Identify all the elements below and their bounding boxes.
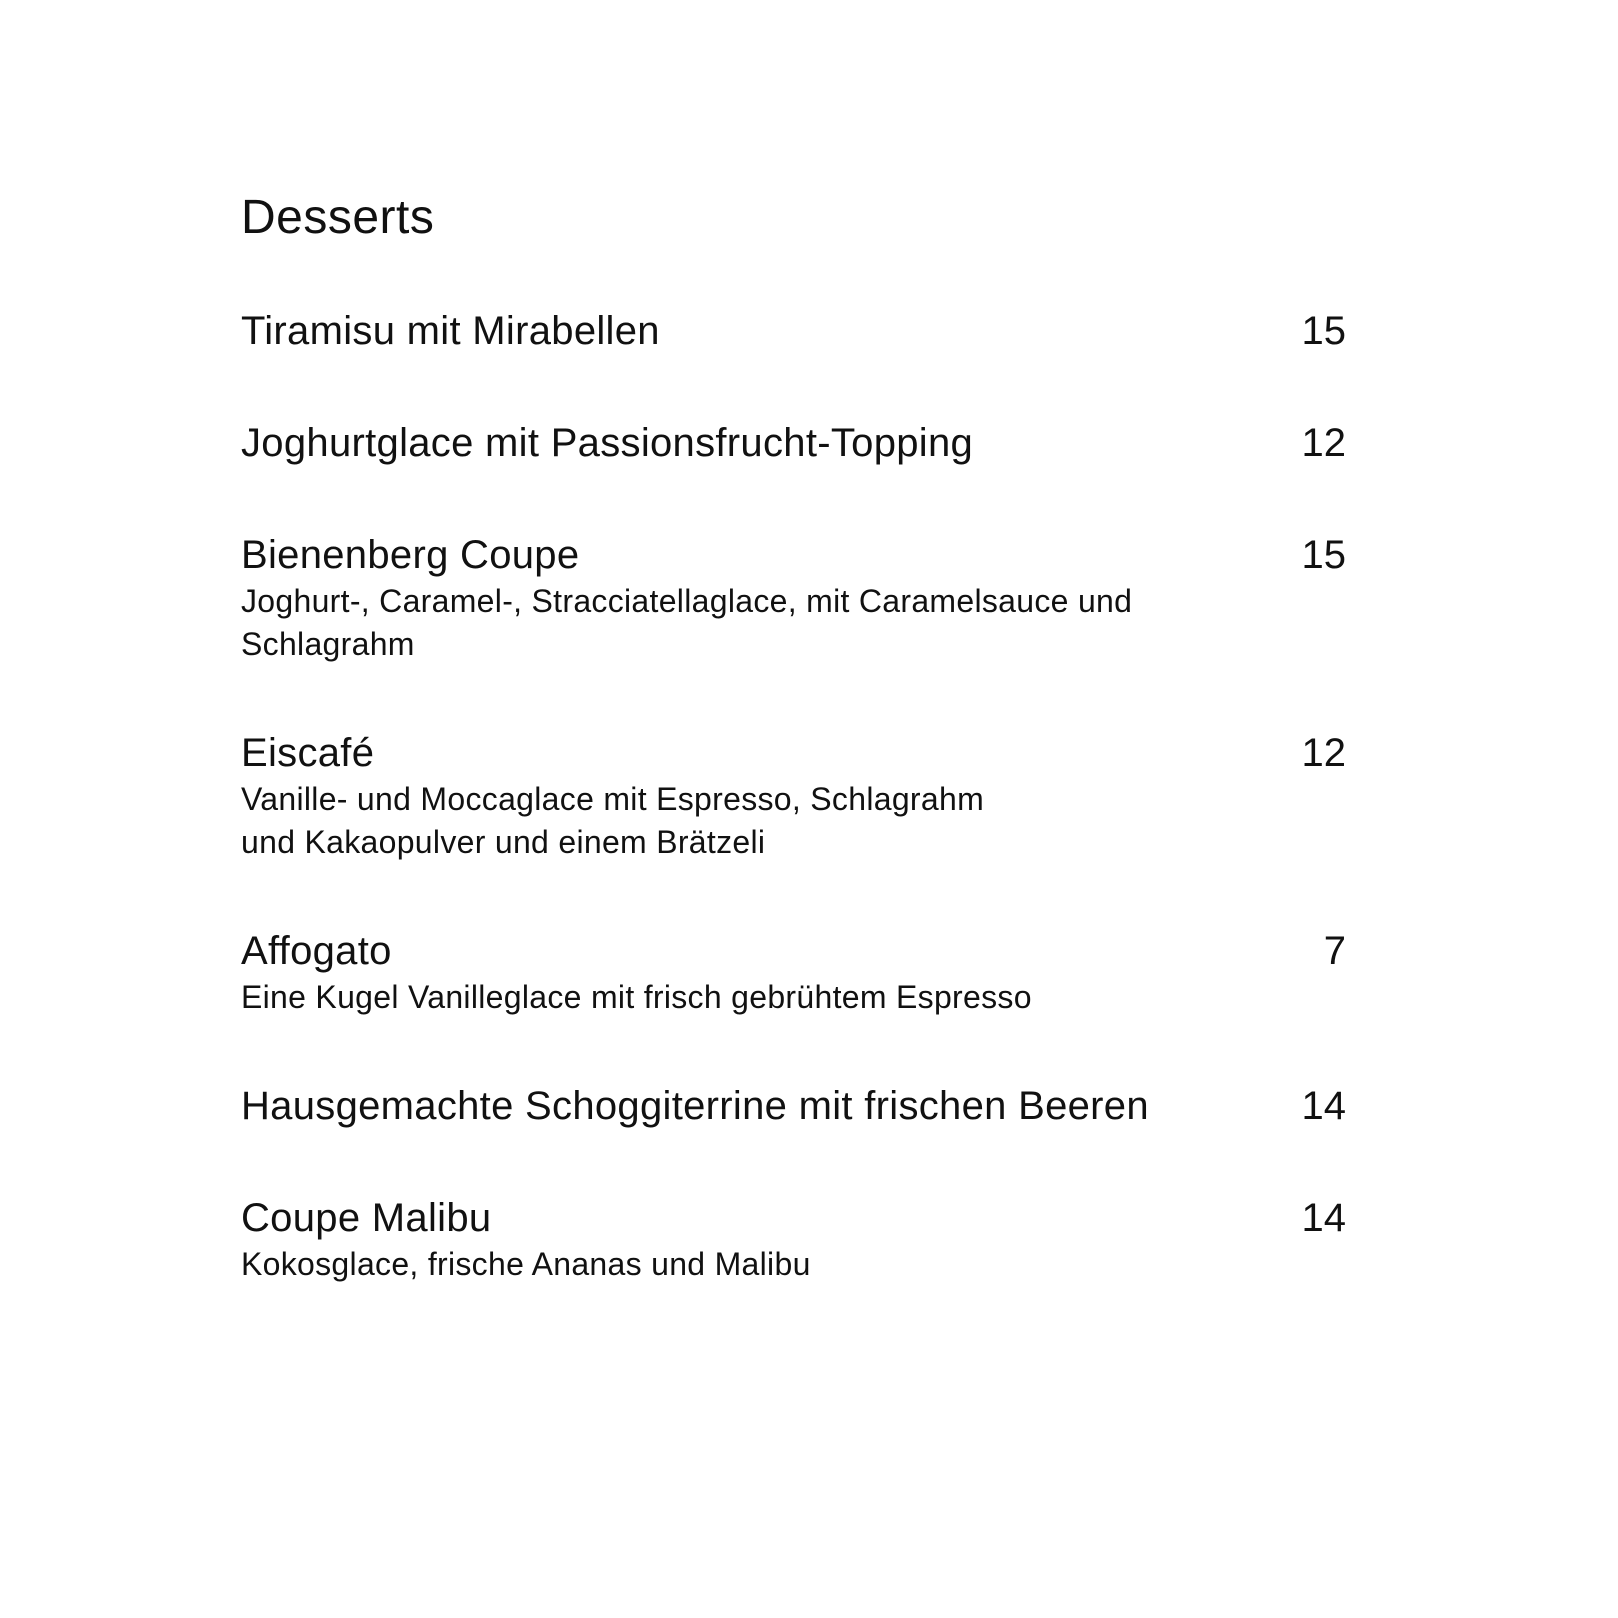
menu-item-header xyxy=(241,1193,1346,1243)
menu-item-name: Hausgemachte Schoggiterrine mit frischen Beeren xyxy=(241,1084,1149,1128)
menu-item-description: Joghurt-, Caramel-, Stracciatellaglace, mit Caramelsauce und Schlagrahm xyxy=(241,583,1133,662)
menu-item-price: 14 xyxy=(1301,1196,1346,1240)
menu-item-name: Coupe Malibu xyxy=(241,1196,492,1240)
menu-item-affogato xyxy=(241,926,1346,1019)
menu-item-price: 15 xyxy=(1301,533,1346,577)
menu-item-price: 12 xyxy=(1301,421,1346,465)
menu-item-joghurtglace xyxy=(241,418,1346,468)
menu-item-eiscafe xyxy=(241,728,1346,864)
menu-item-description: Eine Kugel Vanilleglace mit frisch gebrühtem Espresso xyxy=(241,979,1032,1015)
menu-item-bienenberg-coupe xyxy=(241,530,1346,666)
menu-item-name: Tiramisu mit Mirabellen xyxy=(241,309,660,353)
menu-item-coupe-malibu xyxy=(241,1193,1346,1286)
menu-item-header xyxy=(241,926,1346,976)
menu-item-price: 15 xyxy=(1301,309,1346,353)
menu-item-header xyxy=(241,418,1346,468)
menu-item-price: 7 xyxy=(1323,929,1346,973)
menu-item-header xyxy=(241,306,1346,356)
menu-item-name: Eiscafé xyxy=(241,731,375,775)
menu-item-header xyxy=(241,728,1346,778)
menu-item-tiramisu xyxy=(241,306,1346,356)
dessert-menu xyxy=(241,188,1346,1348)
menu-item-price: 12 xyxy=(1301,731,1346,775)
menu-item-schoggiterrine xyxy=(241,1081,1346,1131)
menu-item-name: Joghurtglace mit Passionsfrucht-Topping xyxy=(241,421,974,465)
menu-item-name: Affogato xyxy=(241,929,392,973)
menu-title: Desserts xyxy=(241,191,435,244)
menu-item-list xyxy=(241,306,1346,1286)
menu-item-description: Vanille- und Moccaglace mit Espresso, Schlagrahm und Kakaopulver und einem Brätzeli xyxy=(241,781,985,860)
menu-item-name: Bienenberg Coupe xyxy=(241,533,580,577)
menu-item-header xyxy=(241,530,1346,580)
menu-item-description: Kokosglace, frische Ananas und Malibu xyxy=(241,1246,811,1282)
menu-item-header xyxy=(241,1081,1346,1131)
menu-item-price: 14 xyxy=(1301,1084,1346,1128)
